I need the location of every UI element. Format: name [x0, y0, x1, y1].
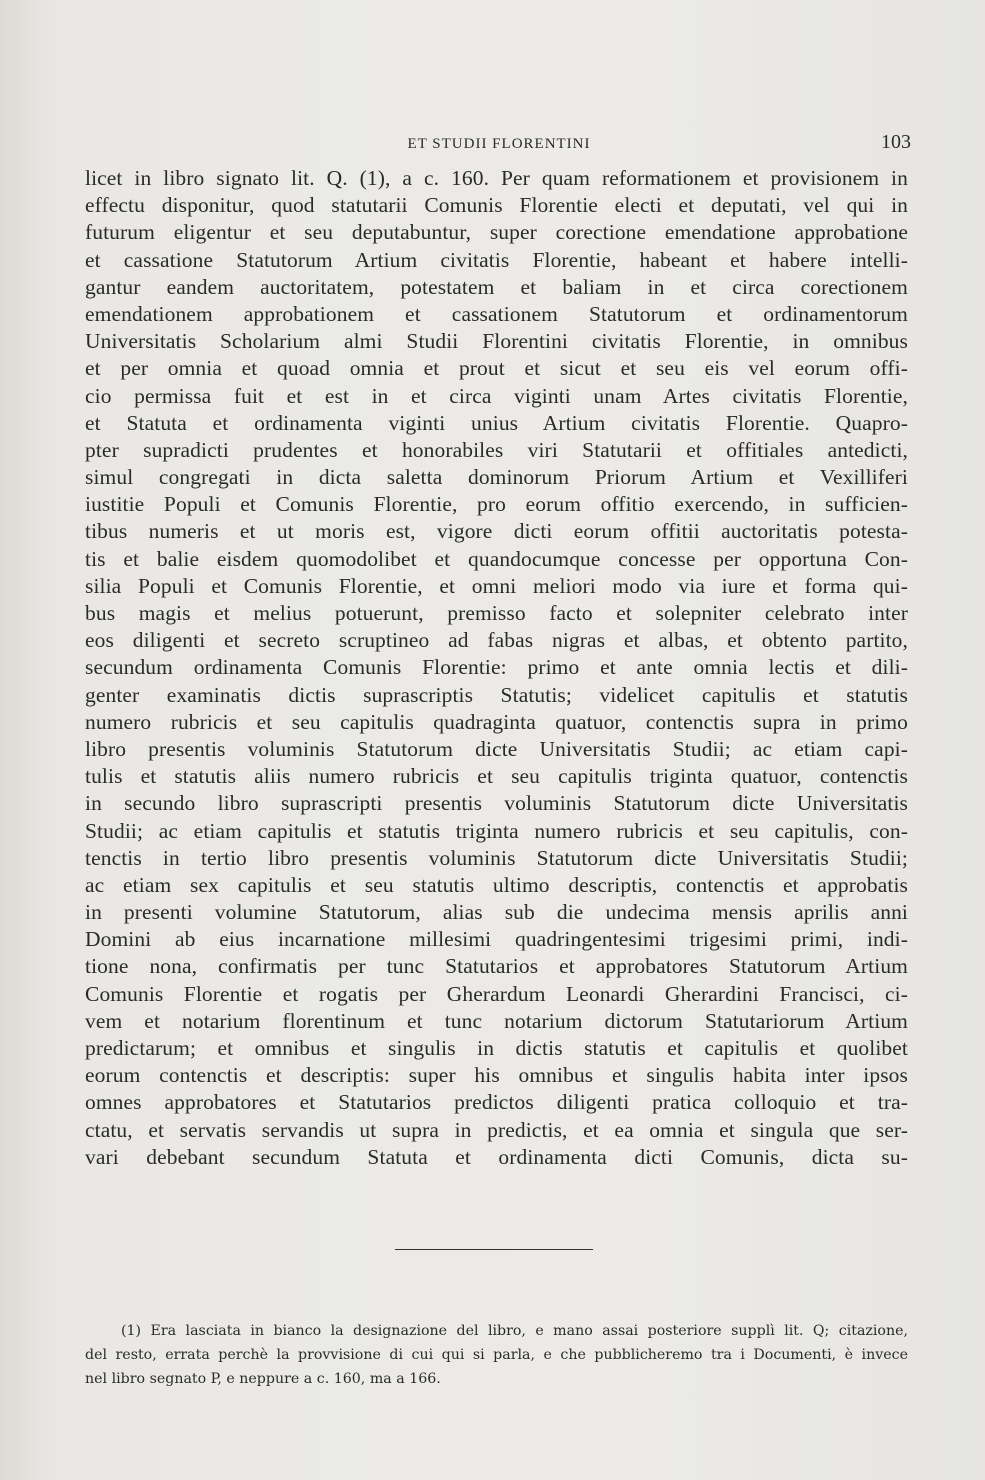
text-line: pter supradicti prudentes et honorabiles viri Statutarii et offitiales antedicti,	[85, 437, 908, 462]
text-line: cio permissa fuit et est in et circa viginti unam Artes civitatis Florentie,	[85, 383, 908, 408]
text-line: numero rubricis et seu capitulis quadraginta quatuor, contenctis supra in primo	[85, 709, 908, 734]
text-line: secundum ordinamenta Comunis Florentie: primo et ante omnia lectis et dili-	[85, 655, 908, 680]
text-line: futurum eligentur et seu deputabuntur, super corectione emendatione approbatione	[85, 220, 908, 245]
text-line: simul congregati in dicta saletta dominorum Priorum Artium et Vexilliferi	[85, 465, 908, 490]
text-line: silia Populi et Comunis Florentie, et omni meliori modo via iure et forma qui-	[85, 573, 908, 598]
text-line: eos diligenti et secreto scruptineo ad fabas nigras et albas, et obtento partito,	[85, 628, 908, 653]
running-head	[85, 133, 913, 155]
text-line: libro presentis voluminis Statutorum dicte Universitatis Studii; ac etiam capi-	[85, 736, 908, 761]
text-line: vari debebant secundum Statuta et ordinamenta dicti Comunis, dicta su-	[85, 1144, 908, 1169]
text-line: tione nona, confirmatis per tunc Statutarios et approbatores Statutorum Artium	[85, 954, 908, 979]
footnote-divider	[395, 1249, 593, 1250]
text-line: Universitatis Scholarium almi Studii Florentini civitatis Florentie, in omnibus	[85, 329, 908, 354]
text-line: effectu disponitur, quod statutarii Comunis Florentie electi et deputati, vel qui in	[85, 193, 908, 218]
text-line: licet in libro signato lit. Q. (1), a c. 160. Per quam reformationem et provisionem in	[85, 166, 908, 190]
text-line: et Statuta et ordinamenta viginti unius Artium civitatis Florentie. Quapro-	[85, 410, 908, 435]
text-line: Studii; ac etiam capitulis et statutis triginta numero rubricis et seu capitulis, con-	[85, 818, 908, 843]
text-line: tis et balie eisdem quomodolibet et quandocumque concesse per opportuna Con-	[85, 546, 908, 571]
text-line: Domini ab eius incarnatione millesimi quadringentesimi trigesimi primi, indi-	[85, 927, 908, 952]
body-text	[85, 165, 908, 1171]
footnote-line: del resto, errata perchè la provvisione di cui qui si parla, e che pubblicheremo tra i Documenti, è invece	[85, 1347, 908, 1363]
text-line: emendationem approbationem et cassationem Statutorum et ordinamentorum	[85, 301, 908, 326]
running-title: ET STUDII FLORENTINI	[407, 136, 591, 152]
text-line: vem et notarium florentinum et tunc notarium dictorum Statutariorum Artium	[85, 1008, 908, 1033]
text-line: tulis et statutis aliis numero rubricis et seu capitulis triginta quatuor, contenctis	[85, 764, 908, 789]
text-line: bus magis et melius potuerunt, premisso facto et solepniter celebrato inter	[85, 601, 908, 625]
text-line: tibus numeris et ut moris est, vigore dicti eorum offitii auctoritatis potesta-	[85, 519, 908, 544]
page-number: 103	[881, 131, 911, 153]
text-line: eorum contenctis et descriptis: super his omnibus et singulis habita inter ipsos	[85, 1063, 908, 1088]
footnote-line: (1) Era lasciata in bianco la designazione del libro, e mano assai posteriore supplì lit. Q; citazione,	[121, 1323, 908, 1339]
text-line: et per omnia et quoad omnia et prout et sicut et seu eis vel eorum offi-	[85, 356, 908, 381]
text-line: ac etiam sex capitulis et seu statutis ultimo descriptis, contenctis et approbatis	[85, 872, 908, 897]
text-line: tenctis in tertio libro presentis voluminis Statutorum dicte Universitatis Studii;	[85, 845, 908, 870]
text-line: Comunis Florentie et rogatis per Gherardum Leonardi Gherardini Francisci, ci-	[85, 981, 908, 1006]
footnote-line: nel libro segnato P, e neppure a c. 160, ma a 166.	[85, 1371, 441, 1387]
text-line: in presenti volumine Statutorum, alias sub die undecima mensis aprilis anni	[85, 900, 908, 925]
text-line: iustitie Populi et Comunis Florentie, pro eorum offitio exercendo, in sufficien-	[85, 492, 908, 517]
text-line: genter examinatis dictis suprascriptis Statutis; videlicet capitulis et statutis	[85, 682, 908, 707]
text-line: gantur eandem auctoritatem, potestatem et baliam in et circa corectionem	[85, 274, 908, 299]
footnote	[85, 1319, 908, 1391]
text-line: omnes approbatores et Statutarios predictos diligenti pratica colloquio et tra-	[85, 1090, 908, 1115]
text-line: ctatu, et servatis servandis ut supra in predictis, et ea omnia et singula que ser-	[85, 1117, 908, 1142]
text-line: in secundo libro suprascripti presentis voluminis Statutorum dicte Universitatis	[85, 791, 908, 816]
text-line: predictarum; et omnibus et singulis in dictis statutis et capitulis et quolibet	[85, 1036, 908, 1060]
text-line: et cassatione Statutorum Artium civitatis Florentie, habeant et habere intelli-	[85, 247, 908, 272]
